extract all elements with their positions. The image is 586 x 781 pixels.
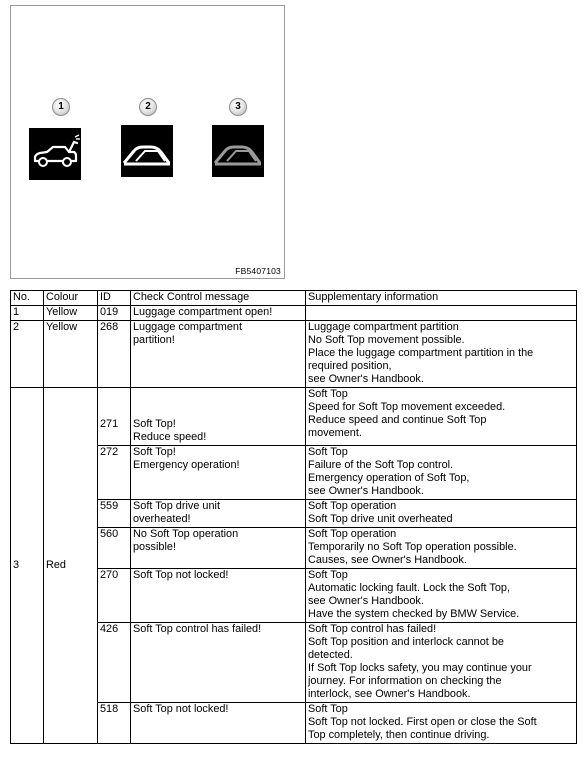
- info-line: journey. For information on checking the: [308, 675, 502, 687]
- message-line: No Soft Top operation: [133, 528, 239, 540]
- cell-info: [306, 623, 577, 703]
- cell-colour: Yellow: [44, 321, 98, 388]
- cell-no: 2: [11, 321, 44, 388]
- cell-info: [306, 306, 577, 321]
- info-line: movement.: [308, 427, 362, 439]
- info-line: Soft Top: [308, 388, 348, 400]
- figure-code: FB5407103: [235, 266, 281, 276]
- info-line: Soft Top operation: [308, 528, 397, 540]
- callout-badge-2: 2: [139, 98, 157, 116]
- info-line: If Soft Top locks safety, you may continue your: [308, 662, 532, 674]
- cell-info: [306, 528, 577, 569]
- info-line: Emergency operation of Soft Top,: [308, 472, 470, 484]
- info-line: Place the luggage compartment partition in the: [308, 347, 534, 359]
- cell-id: 272: [98, 446, 131, 500]
- message-line: partition!: [133, 334, 175, 346]
- cell-colour: Yellow: [44, 306, 98, 321]
- cell-id: 426: [98, 623, 131, 703]
- info-line: interlock, see Owner's Handbook.: [308, 688, 471, 700]
- callout-badge-3: 3: [229, 98, 247, 116]
- info-line: Soft Top: [308, 703, 348, 715]
- cell-info: [306, 703, 577, 744]
- info-line: No Soft Top movement possible.: [308, 334, 465, 346]
- info-line: Automatic locking fault. Lock the Soft Top,: [308, 582, 510, 594]
- cell-id: 560: [98, 528, 131, 569]
- cell-id: 271: [98, 388, 131, 446]
- callout-badge-1: 1: [52, 98, 70, 116]
- message-line: overheated!: [133, 513, 191, 525]
- message-line: Emergency operation!: [133, 459, 240, 471]
- cell-message: [131, 500, 306, 528]
- cell-id: 559: [98, 500, 131, 528]
- cell-message: [131, 623, 306, 703]
- info-line: Reduce speed and continue Soft Top: [308, 414, 487, 426]
- info-line: Soft Top control has failed!: [308, 623, 437, 635]
- cell-info: [306, 321, 577, 388]
- cell-info: [306, 569, 577, 623]
- indicator-figure: [10, 5, 285, 279]
- soft-top-icon: [121, 125, 173, 177]
- message-line: Soft Top drive unit: [133, 500, 220, 512]
- message-line: Soft Top not locked!: [133, 703, 229, 715]
- info-line: Soft Top not locked. First open or close the Soft: [308, 716, 537, 728]
- soft-top-icon: [212, 125, 264, 177]
- table-row: [11, 306, 577, 321]
- info-line: Soft Top position and interlock cannot be: [308, 636, 504, 648]
- message-line: Reduce speed!: [133, 431, 207, 443]
- message-line: Luggage compartment open!: [133, 306, 273, 318]
- column-header-message: Check Control message: [131, 291, 306, 306]
- column-header-colour: Colour: [44, 291, 98, 306]
- cell-info: [306, 500, 577, 528]
- cell-message: [131, 306, 306, 321]
- info-line: see Owner's Handbook.: [308, 595, 424, 607]
- info-line: Soft Top drive unit overheated: [308, 513, 453, 525]
- cell-message: [131, 446, 306, 500]
- cell-id: 518: [98, 703, 131, 744]
- cell-message: [131, 703, 306, 744]
- info-line: Have the system checked by BMW Service.: [308, 608, 520, 620]
- cell-info: [306, 388, 577, 446]
- info-line: see Owner's Handbook.: [308, 373, 424, 385]
- cell-message: [131, 321, 306, 388]
- luggage-compartment-icon: [29, 128, 81, 180]
- info-line: see Owner's Handbook.: [308, 485, 424, 497]
- info-line: Speed for Soft Top movement exceeded.: [308, 401, 506, 413]
- table-row: [11, 321, 577, 388]
- message-line: Soft Top!: [133, 446, 176, 458]
- info-line: detected.: [308, 649, 353, 661]
- info-line: Causes, see Owner's Handbook.: [308, 554, 467, 566]
- info-line: Temporarily no Soft Top operation possible.: [308, 541, 517, 553]
- info-line: Luggage compartment partition: [308, 321, 459, 333]
- column-header-info: Supplementary information: [306, 291, 577, 306]
- cell-message: [131, 528, 306, 569]
- cell-id: 270: [98, 569, 131, 623]
- cell-no: 1: [11, 306, 44, 321]
- cell-message: [131, 388, 306, 446]
- table-row: [11, 388, 577, 446]
- message-line: Soft Top control has failed!: [133, 623, 262, 635]
- message-line: Soft Top!: [133, 418, 176, 430]
- info-line: Soft Top: [308, 569, 348, 581]
- cell-info: [306, 446, 577, 500]
- info-line: required position,: [308, 360, 392, 372]
- message-line: Soft Top not locked!: [133, 569, 229, 581]
- info-line: Top completely, then continue driving.: [308, 729, 490, 741]
- column-header-id: ID: [98, 291, 131, 306]
- info-line: Soft Top: [308, 446, 348, 458]
- column-header-no: No.: [11, 291, 44, 306]
- message-line: possible!: [133, 541, 176, 553]
- info-line: Soft Top operation: [308, 500, 397, 512]
- check-control-table: [10, 290, 577, 744]
- cell-no: 3: [11, 388, 44, 744]
- cell-colour: Red: [44, 388, 98, 744]
- cell-id: 268: [98, 321, 131, 388]
- info-line: Failure of the Soft Top control.: [308, 459, 454, 471]
- cell-id: 019: [98, 306, 131, 321]
- cell-message: [131, 569, 306, 623]
- message-line: Luggage compartment: [133, 321, 242, 333]
- table-header-row: [11, 291, 577, 306]
